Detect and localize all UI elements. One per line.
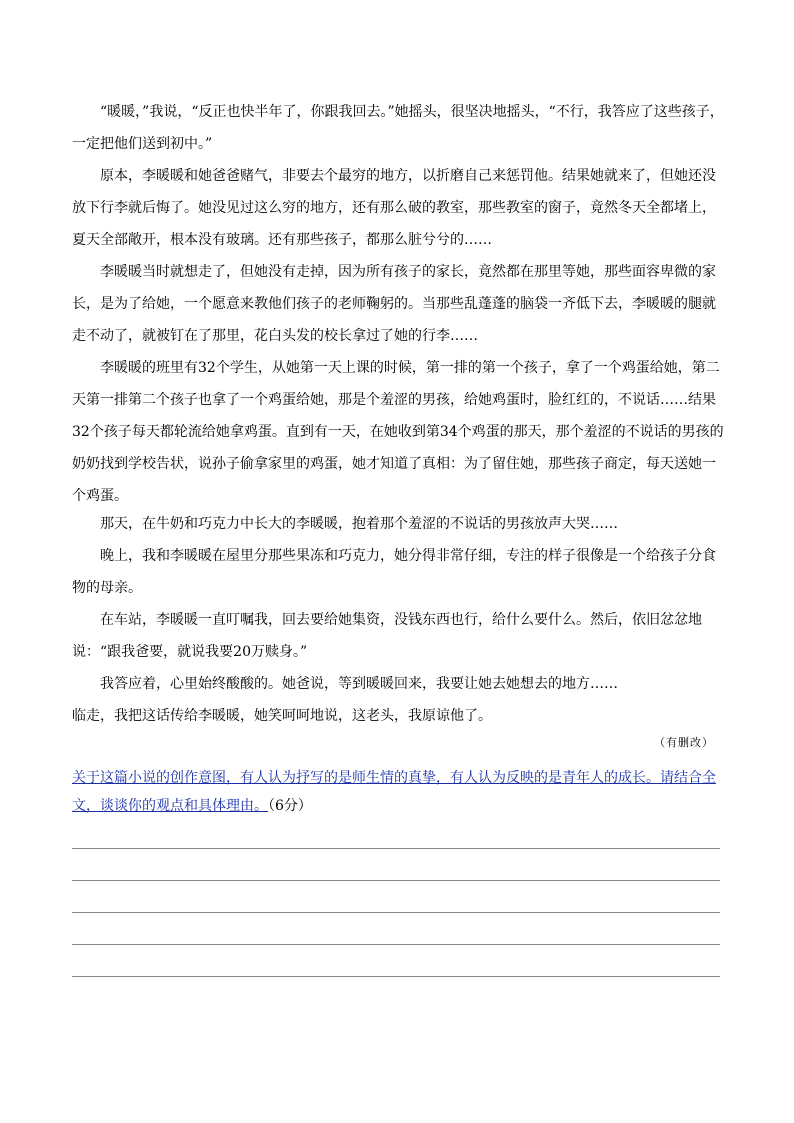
source-note: （有删改） (654, 736, 714, 749)
answer-line[interactable] (72, 976, 720, 977)
answer-line[interactable] (72, 944, 720, 945)
passage-paragraph-6: 晚上，我和李暖暖在屋里分那些果冻和巧克力，她分得非常仔细，专注的样子很像是一个给孩子分食物的母亲。 (72, 548, 716, 596)
passage-paragraph-9: 临走，我把这话传给李暖暖，她笑呵呵地说，这老头，我原谅他了。 (72, 708, 492, 724)
answer-line[interactable] (72, 880, 720, 881)
passage-paragraph-8: 我答应着，心里始终酸酸的。她爸说，等到暖暖回来，我要让她去她想去的地方…… (100, 676, 618, 692)
question-points: （6分） (268, 798, 312, 814)
passage-paragraph-7: 在车站，李暖暖一直叮嘱我，回去要给她集资，没钱东西也行，给什么要什么。然后，依旧忿忿地说：“跟我爸要，就说我要20万赎身。” (72, 612, 702, 660)
question (72, 764, 724, 820)
passage-paragraph-1: “暖暖，”我说，“反正也快半年了，你跟我回去。”她摇头，很坚决地摇头，“不行，我答应了这些孩子，一定把他们送到初中。” (72, 104, 724, 152)
passage-paragraph-5: 那天，在牛奶和巧克力中长大的李暖暖，抱着那个羞涩的不说话的男孩放声大哭…… (100, 516, 618, 532)
answer-line[interactable] (72, 848, 720, 849)
passage-paragraph-3: 李暖暖当时就想走了，但她没有走掉，因为所有孩子的家长，竟然都在那里等她，那些面容卑微的家长，是为了给她，一个愿意来教他们孩子的老师鞠躬的。当那些乱蓬蓬的脑袋一齐低下去，李暖暖的腿就走不动了，就被钉在了那里，花白头发的校长拿过了她的行李…… (72, 264, 716, 344)
question-text: 关于这篇小说的创作意图，有人认为抒写的是师生情的真挚，有人认为反映的是青年人的成长。请结合全文，谈谈你的观点和具体理由。 (72, 770, 716, 814)
passage-paragraph-2: 原本，李暖暖和她爸爸赌气，非要去个最穷的地方，以折磨自己来惩罚他。结果她就来了，但她还没放下行李就后悔了。她没见过这么穷的地方，还有那么破的教室，那些教室的窗子，竟然冬天全都堵上，夏天全部敞开，根本没有玻璃。还有那些孩子，都那么脏兮兮的…… (72, 168, 716, 248)
answer-line[interactable] (72, 912, 720, 913)
passage-paragraph-4: 李暖暖的班里有32个学生，从她第一天上课的时候，第一排的第一个孩子，拿了一个鸡蛋给她，第二天第一排第二个孩子也拿了一个鸡蛋给她，那是个羞涩的男孩，给她鸡蛋时，脸红红的，不说话……结果32个孩子每天都轮流给她拿鸡蛋。直到有一天，在她收到第34个鸡蛋的那天，那个羞涩的不说话的男孩的奶奶找到学校告状，说孙子偷拿家里的鸡蛋，她才知道了真相：为了留住她，那些孩子商定，每天送她一个鸡蛋。 (72, 360, 724, 504)
